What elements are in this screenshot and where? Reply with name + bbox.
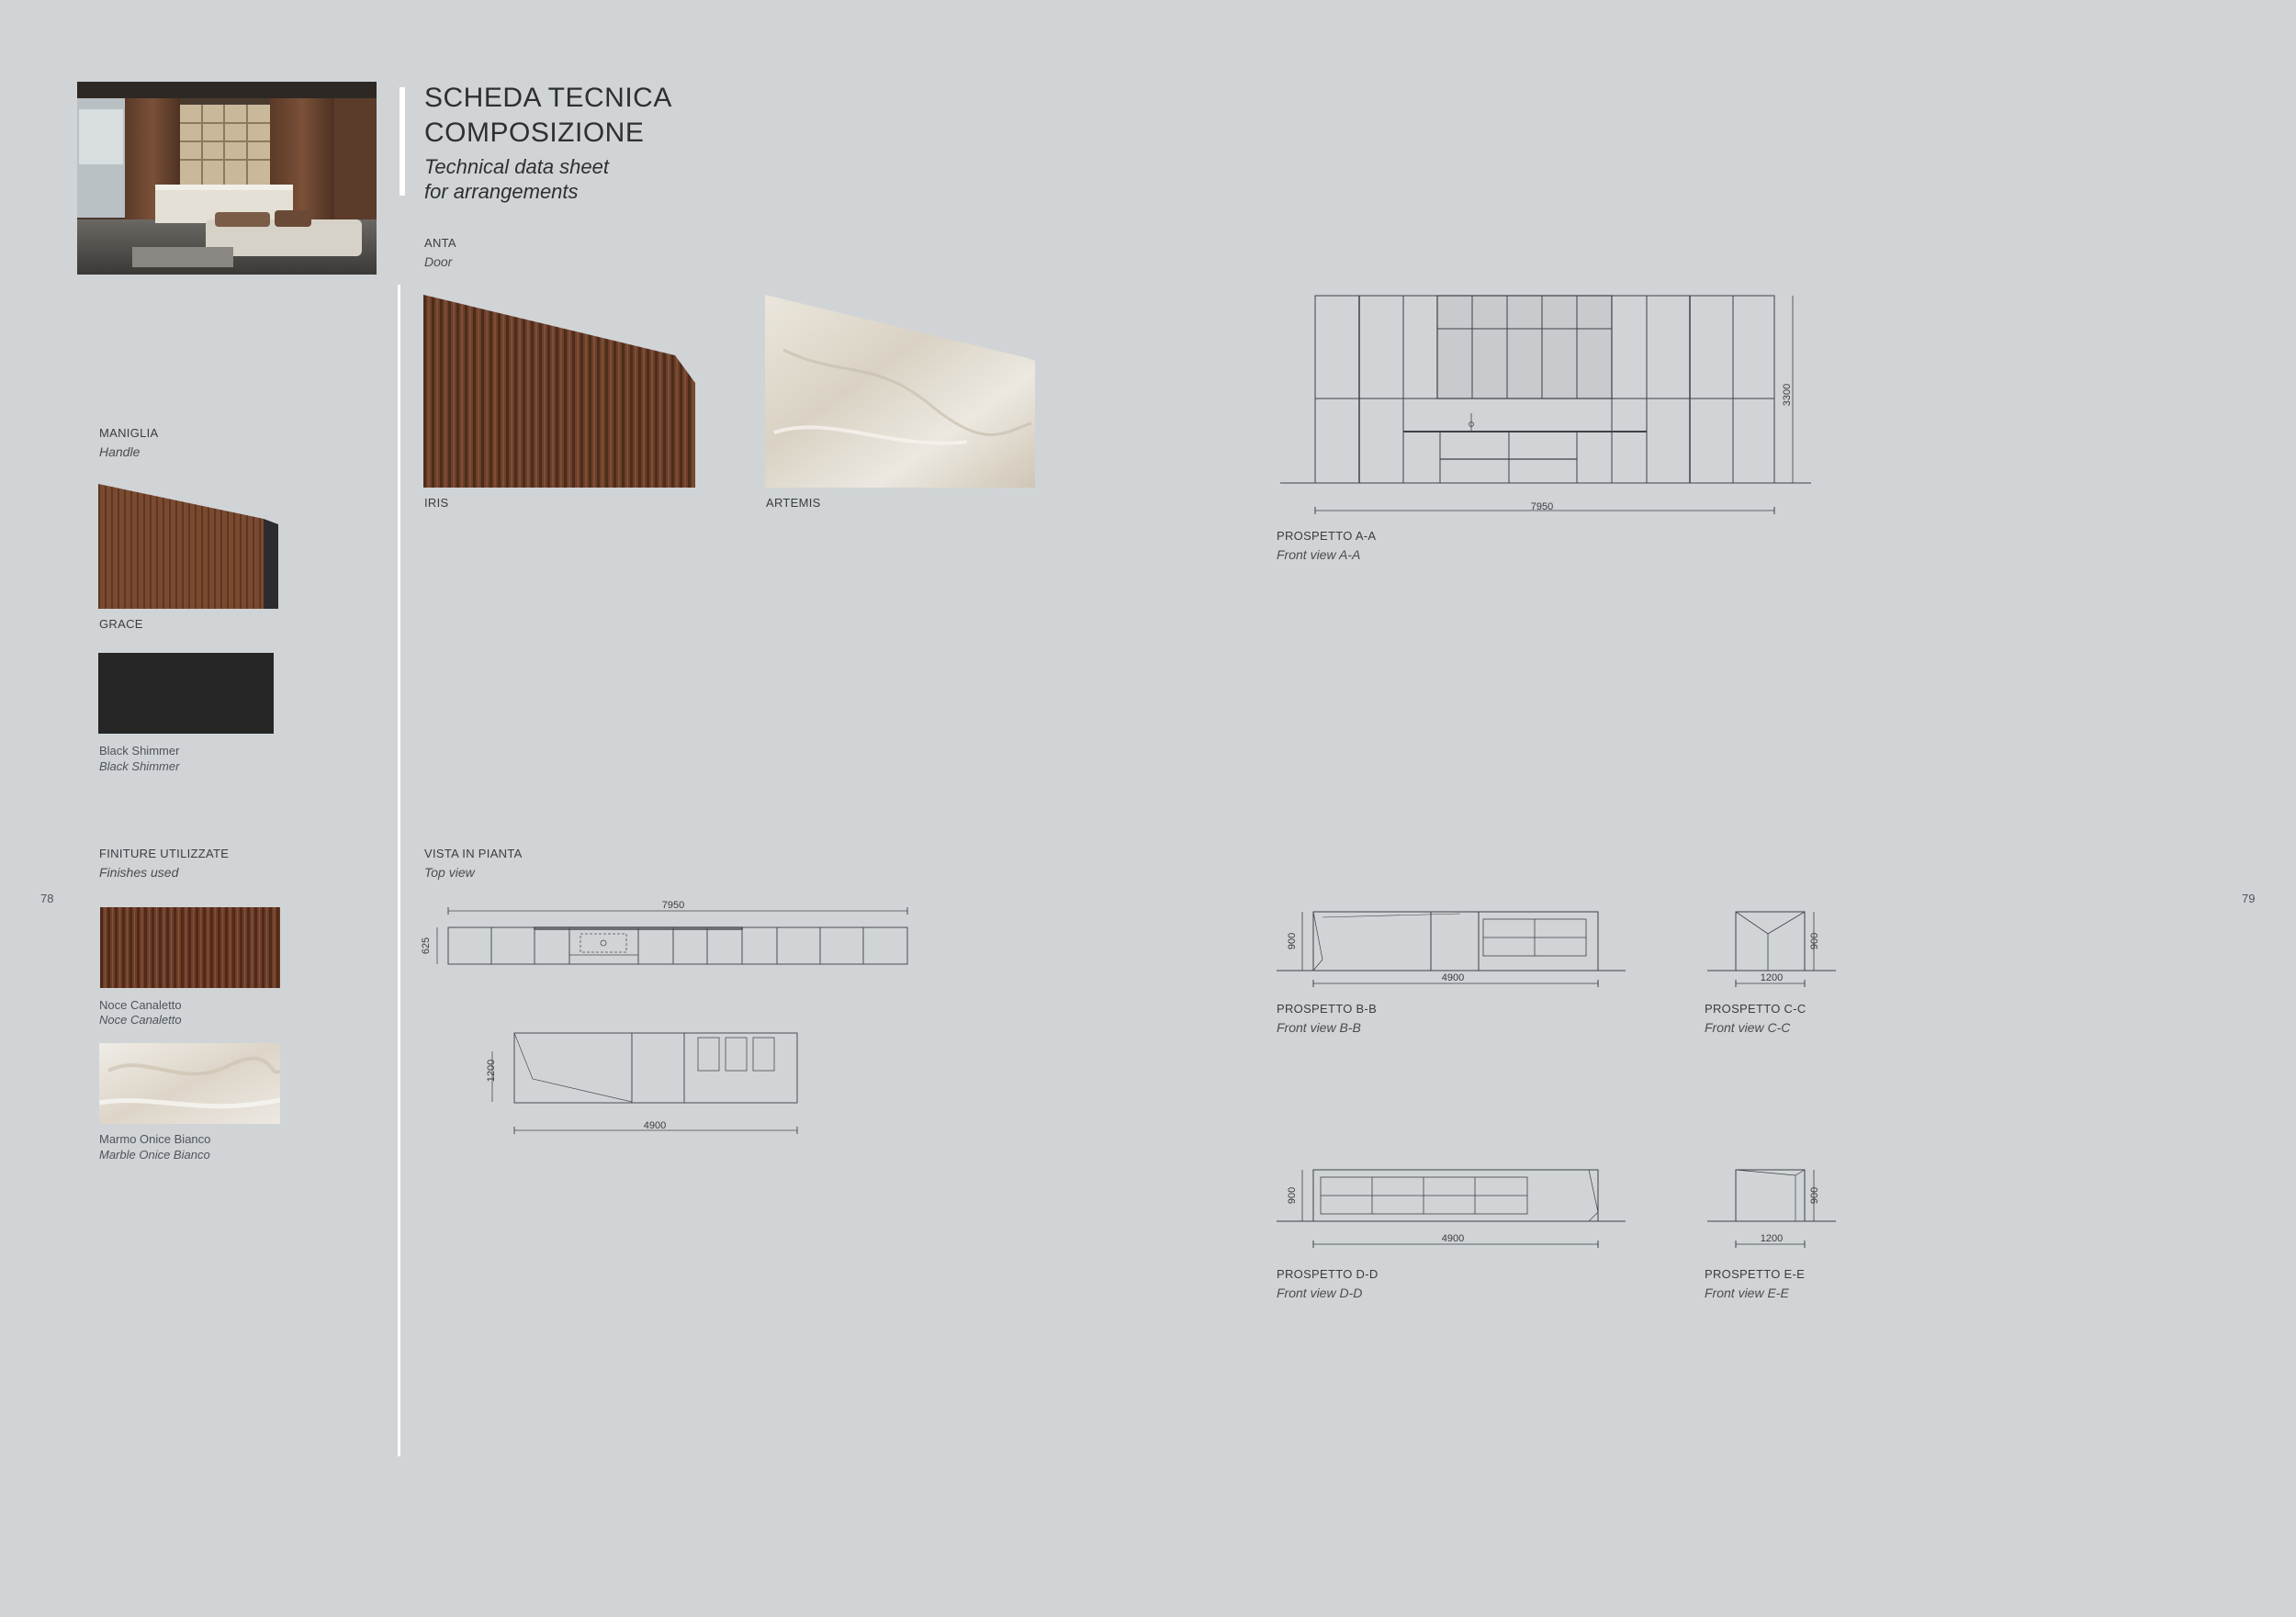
front-view-cc-dim-w: 1200 bbox=[1760, 972, 1784, 983]
finishes-heading bbox=[99, 847, 229, 880]
top-view-dim-island-width: 4900 bbox=[643, 1120, 667, 1131]
door-option-iris: IRIS bbox=[424, 496, 449, 510]
top-view-drawing bbox=[413, 891, 928, 1139]
front-view-bb-caption bbox=[1277, 1002, 1377, 1035]
front-view-bb-dim-w: 4900 bbox=[1441, 972, 1465, 983]
top-view-label: VISTA IN PIANTA bbox=[424, 847, 523, 860]
front-view-cc-dim-h: 900 bbox=[1809, 932, 1820, 950]
front-view-bb-label-en: Front view B-B bbox=[1277, 1020, 1361, 1035]
front-view-aa-label: PROSPETTO A-A bbox=[1277, 529, 1377, 543]
finish-name-onice-en: Marble Onice Bianco bbox=[99, 1148, 210, 1162]
hero-photo bbox=[77, 82, 377, 275]
front-view-aa-caption bbox=[1277, 529, 1376, 562]
door-swatch-iris bbox=[423, 295, 695, 492]
front-view-dd-label-en: Front view D-D bbox=[1277, 1286, 1363, 1300]
top-view-dim-wall-width: 7950 bbox=[661, 900, 685, 911]
front-view-dd-dim-h: 900 bbox=[1287, 1186, 1298, 1205]
page-title bbox=[424, 81, 672, 204]
finish-name-noce-en: Noce Canaletto bbox=[99, 1013, 182, 1027]
finish-name-noce: Noce Canaletto bbox=[99, 998, 182, 1012]
title-line-1: SCHEDA TECNICA bbox=[424, 83, 672, 113]
front-view-aa-label-en: Front view A-A bbox=[1277, 547, 1361, 562]
front-view-ee-label-en: Front view E-E bbox=[1705, 1286, 1789, 1300]
front-view-bb-drawing bbox=[1277, 904, 1635, 987]
front-view-aa-drawing bbox=[1277, 285, 1828, 516]
front-view-dd-drawing bbox=[1277, 1166, 1635, 1249]
front-view-bb-dim-h: 900 bbox=[1287, 932, 1298, 950]
subtitle-line-1: Technical data sheet bbox=[424, 155, 609, 178]
handle-finish-swatch bbox=[98, 653, 274, 734]
subtitle-line-2: for arrangements bbox=[424, 180, 579, 203]
page-number-right: 79 bbox=[2242, 892, 2256, 905]
front-view-ee-label: PROSPETTO E-E bbox=[1705, 1267, 1806, 1281]
hero-photo-illustration bbox=[77, 82, 377, 275]
front-view-aa-dim-h: 3300 bbox=[1782, 383, 1793, 407]
finish-name-onice: Marmo Onice Bianco bbox=[99, 1132, 211, 1146]
front-view-dd-caption bbox=[1277, 1267, 1379, 1300]
top-view-dim-wall-depth: 625 bbox=[421, 937, 432, 955]
title-line-2: COMPOSIZIONE bbox=[424, 118, 645, 148]
top-view-label-en: Top view bbox=[424, 865, 475, 880]
front-view-cc-label-en: Front view C-C bbox=[1705, 1020, 1791, 1035]
finishes-label: FINITURE UTILIZZATE bbox=[99, 847, 230, 860]
finish-swatch-onice bbox=[99, 1043, 280, 1129]
front-view-bb-label: PROSPETTO B-B bbox=[1277, 1002, 1378, 1016]
page-number-left: 78 bbox=[40, 892, 54, 905]
top-view-heading bbox=[424, 847, 523, 880]
front-view-cc-caption bbox=[1705, 1002, 1806, 1035]
front-view-aa-dim-w: 7950 bbox=[1530, 501, 1554, 512]
door-option-artemis: ARTEMIS bbox=[766, 496, 821, 510]
handle-swatch-grace bbox=[98, 484, 278, 613]
top-view-dim-island-depth: 1200 bbox=[486, 1059, 497, 1083]
front-view-dd-dim-w: 4900 bbox=[1441, 1233, 1465, 1244]
handle-label-en: Handle bbox=[99, 444, 141, 459]
handle-name: GRACE bbox=[99, 617, 143, 631]
door-swatch-artemis bbox=[765, 295, 1035, 492]
handle-finish-name-en: Black Shimmer bbox=[99, 759, 180, 773]
door-label-en: Door bbox=[424, 254, 453, 269]
front-view-cc-drawing bbox=[1704, 904, 1841, 987]
finish-swatch-noce bbox=[100, 907, 280, 993]
column-divider bbox=[398, 285, 400, 1456]
front-view-ee-dim-w: 1200 bbox=[1760, 1233, 1784, 1244]
title-accent-bar bbox=[400, 87, 405, 196]
front-view-ee-drawing bbox=[1704, 1166, 1841, 1249]
finishes-label-en: Finishes used bbox=[99, 865, 179, 880]
door-heading bbox=[424, 236, 456, 269]
handle-finish-name: Black Shimmer bbox=[99, 744, 180, 758]
door-label: ANTA bbox=[424, 236, 456, 250]
front-view-dd-label: PROSPETTO D-D bbox=[1277, 1267, 1379, 1281]
handle-heading bbox=[99, 426, 159, 459]
front-view-cc-label: PROSPETTO C-C bbox=[1705, 1002, 1806, 1016]
front-view-ee-caption bbox=[1705, 1267, 1805, 1300]
front-view-ee-dim-h: 900 bbox=[1809, 1186, 1820, 1205]
handle-label: MANIGLIA bbox=[99, 426, 159, 440]
